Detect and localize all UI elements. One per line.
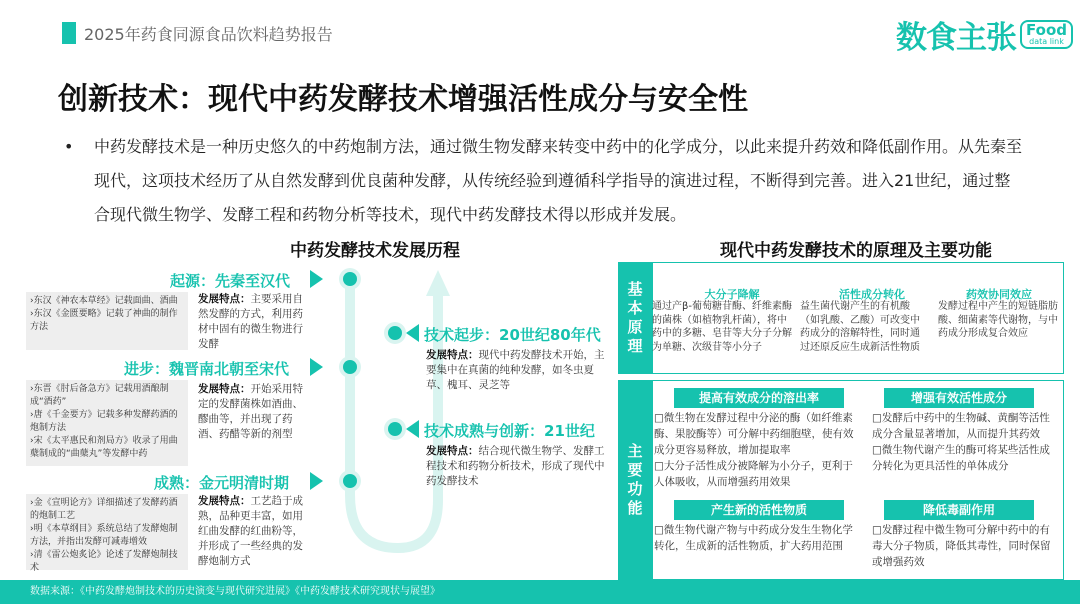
stage-origin-arrow [310, 270, 323, 288]
function-text: □微生物代谢产物与中药成分发生生物化学转化，生成新的活性物质，扩大药用范围 [654, 524, 853, 552]
principles-heading: 现代中药发酵技术的原理及主要功能 [720, 241, 992, 261]
stage-origin-feature: 发展特点：主要采用自然发酵的方式，利用药材中固有的微生物进行发酵 [198, 293, 303, 350]
principle-title: 大分子降解 [704, 288, 760, 301]
stage-innovation-feature: 发展特点：结合现代微生物学、发酵工程技术和药物分析技术，形成了现代中药发酵技术 [426, 445, 605, 487]
source-item: ›金《宣明论方》详细描述了发酵药酒的炮制工艺 [30, 498, 178, 521]
stage-start-arrow [406, 324, 419, 342]
principle-text: 发酵过程中产生的短链脂肪酸、细菌素等代谢物，与中药成分形成复合效应 [938, 301, 1058, 339]
stage-start-feature: 发展特点：现代中药发酵技术开始，主要集中在真菌的纯种发酵，如冬虫夏草、槐耳、灵芝等 [426, 349, 605, 391]
stage-progress-node [343, 360, 357, 374]
stage-mature-title: 成熟：金元明清时期 [154, 474, 290, 492]
function-title: 降低毒副作用 [884, 500, 1034, 520]
basic-principle-label: 基本原理 [618, 262, 652, 374]
stage-progress-sources [26, 380, 188, 466]
timeline-arc-arrowhead [426, 270, 450, 296]
source-item: ›东汉《金匮要略》记载了神曲的制作方法 [30, 309, 178, 332]
principle-title: 药效协同效应 [966, 288, 1032, 301]
stage-mature-arrow [310, 472, 323, 490]
stage-innovation-title: 技术成熟与创新：21世纪 [424, 422, 595, 440]
function-text: □发酵过程中微生物可分解中药中的有毒大分子物质，降低其毒性，同时保留或增强药效 [872, 524, 1051, 568]
source-footer: 数据来源：《中药发酵炮制技术的历史演变与现代研究进展》《中药发酵技术研究现状与展望》 [0, 580, 1080, 604]
intro-text: 中药发酵技术是一种历史悠久的中药炮制方法，通过微生物发酵来转变中药中的化学成分，以此来提升药效和降低副作用。从先秦至现代，这项技术经历了从自然发酵到优良菌种发酵，从传统经验到遵循科学指导的演进过程，不断得到完善。进入21世纪，通过整合现代微生物学、发酵工程和药物分析等技术，现代中药发酵技术得以形成并发展。 [94, 137, 1023, 224]
function-title: 产生新的活性物质 [674, 500, 844, 520]
stage-mature-feature: 发展特点：工艺趋于成熟，品种更丰富，如用红曲发酵的红曲粉等，并形成了一些经典的发酵炮制方式 [198, 495, 303, 567]
function-text: □微生物在发酵过程中分泌的酶（如纤维素酶、果胶酶等）可分解中药细胞壁，使有效成分更容易释放，增加提取率 □大分子活性成分被降解为小分子，更利于人体吸收，从而增强药用效果 [654, 412, 854, 488]
source-item: ›东汉《神农本草经》记载面曲、酒曲 [30, 296, 178, 306]
stage-start-title: 技术起步：20世纪80年代 [424, 326, 601, 344]
brand-badge [1020, 20, 1073, 49]
stage-origin-sources [26, 292, 188, 350]
stage-progress-arrow [310, 358, 323, 376]
stage-origin-title: 起源：先秦至汉代 [170, 272, 291, 290]
stage-start-node [388, 326, 402, 340]
stage-mature-sources [26, 494, 188, 573]
stage-progress-title: 进步：魏晋南北朝至宋代 [124, 360, 290, 378]
stage-innovation-node [388, 422, 402, 436]
stage-progress-feature: 发展特点：开始采用特定的发酵菌株如酒曲、醪曲等，并出现了药酒、药醋等新的剂型 [198, 383, 303, 440]
bullet-marker: • [64, 137, 74, 156]
brand-badge-bottom: data link [1029, 37, 1064, 46]
stage-origin-node [343, 272, 357, 286]
brand-badge-top: Food [1026, 21, 1067, 39]
function-text: □发酵后中药中的生物碱、黄酮等活性成分含量显著增加，从而提升其药效 □微生物代谢产生的酶可将某些活性成分转化为更具活性的单体成分 [872, 412, 1050, 472]
stage-mature-node [343, 474, 357, 488]
source-item: ›清《雷公炮炙论》论述了发酵炮制技术 [30, 550, 178, 573]
page-title: 创新技术：现代中药发酵技术增强活性成分与安全性 [58, 82, 748, 117]
source-item: ›唐《千金要方》记载多种发酵药酒的炮制方法 [30, 410, 178, 433]
brand-logo [896, 12, 1073, 57]
timeline-heading: 中药发酵技术发展历程 [290, 241, 460, 261]
stage-innovation-arrow [406, 420, 419, 438]
function-title: 提高有效成分的溶出率 [674, 388, 844, 408]
principles-panel [618, 262, 1064, 582]
source-item: ›明《本草纲目》系统总结了发酵炮制方法，并指出发酵可减毒增效 [30, 524, 178, 547]
source-item: ›宋《太平惠民和剂局方》收录了用曲蘖制成的“曲蘖丸”等发酵中药 [30, 436, 178, 459]
main-function-label: 主要功能 [618, 380, 652, 580]
principle-text: 益生菌代谢产生的有机酸（如乳酸、乙酸）可改变中药成分的溶解特性，同时通过还原反应生成新活性物质 [800, 301, 920, 353]
report-title: 2025年药食同源食品饮料趋势报告 [84, 25, 333, 44]
function-title: 增强有效活性成分 [884, 388, 1034, 408]
brand-name: 数食主张 [896, 20, 1016, 56]
principle-title: 活性成分转化 [839, 288, 905, 301]
principle-text: 通过产β-葡萄糖苷酶、纤维素酶的菌株（如植物乳杆菌），将中药中的多糖、皂苷等大分子分解为单糖、次级苷等小分子 [652, 301, 792, 353]
source-item: ›东晋《肘后备急方》记载用酒酿制成“酒药” [30, 384, 169, 407]
